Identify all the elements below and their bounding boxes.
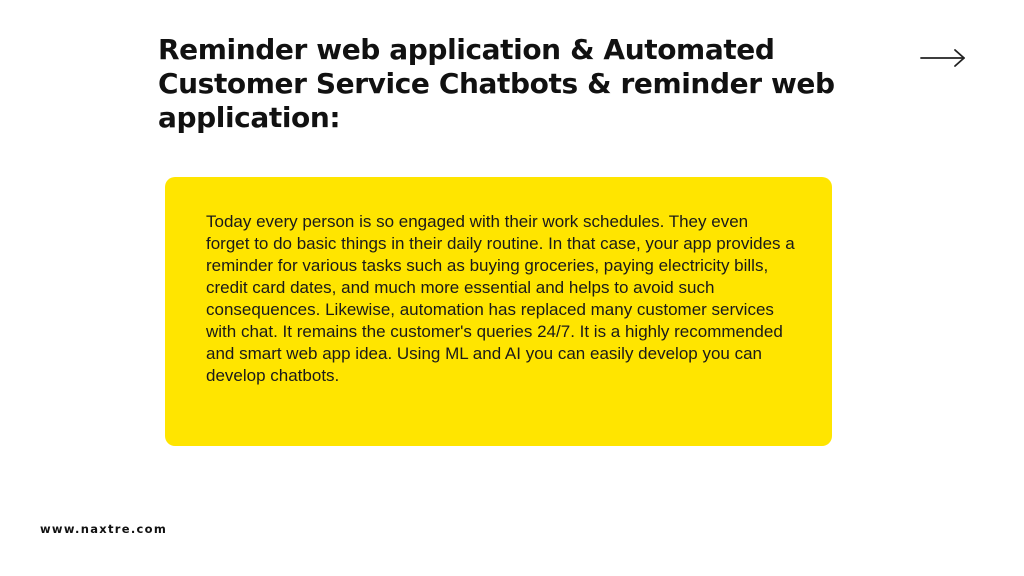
- arrow-right-icon: [918, 46, 968, 70]
- content-card: [165, 177, 832, 446]
- card-body-text: Today every person is so engaged with their work schedules. They even forget to do basic things in their daily routine. In that case, your app provides a reminder for various tasks such as buying groceries, paying electricity bills, credit card dates, and much more essential and helps to avoid such consequences. Likewise, automation has replaced many customer services with chat. It remains the customer's queries 24/7. It is a highly recommended and smart web app idea. Using ML and AI you can easily develop you can develop chatbots.: [206, 212, 795, 385]
- footer-website-url: www.naxtre.com: [40, 522, 168, 536]
- next-arrow-button[interactable]: [918, 46, 968, 70]
- slide-title: Reminder web application & Automated Customer Service Chatbots & reminder web application:: [158, 33, 835, 134]
